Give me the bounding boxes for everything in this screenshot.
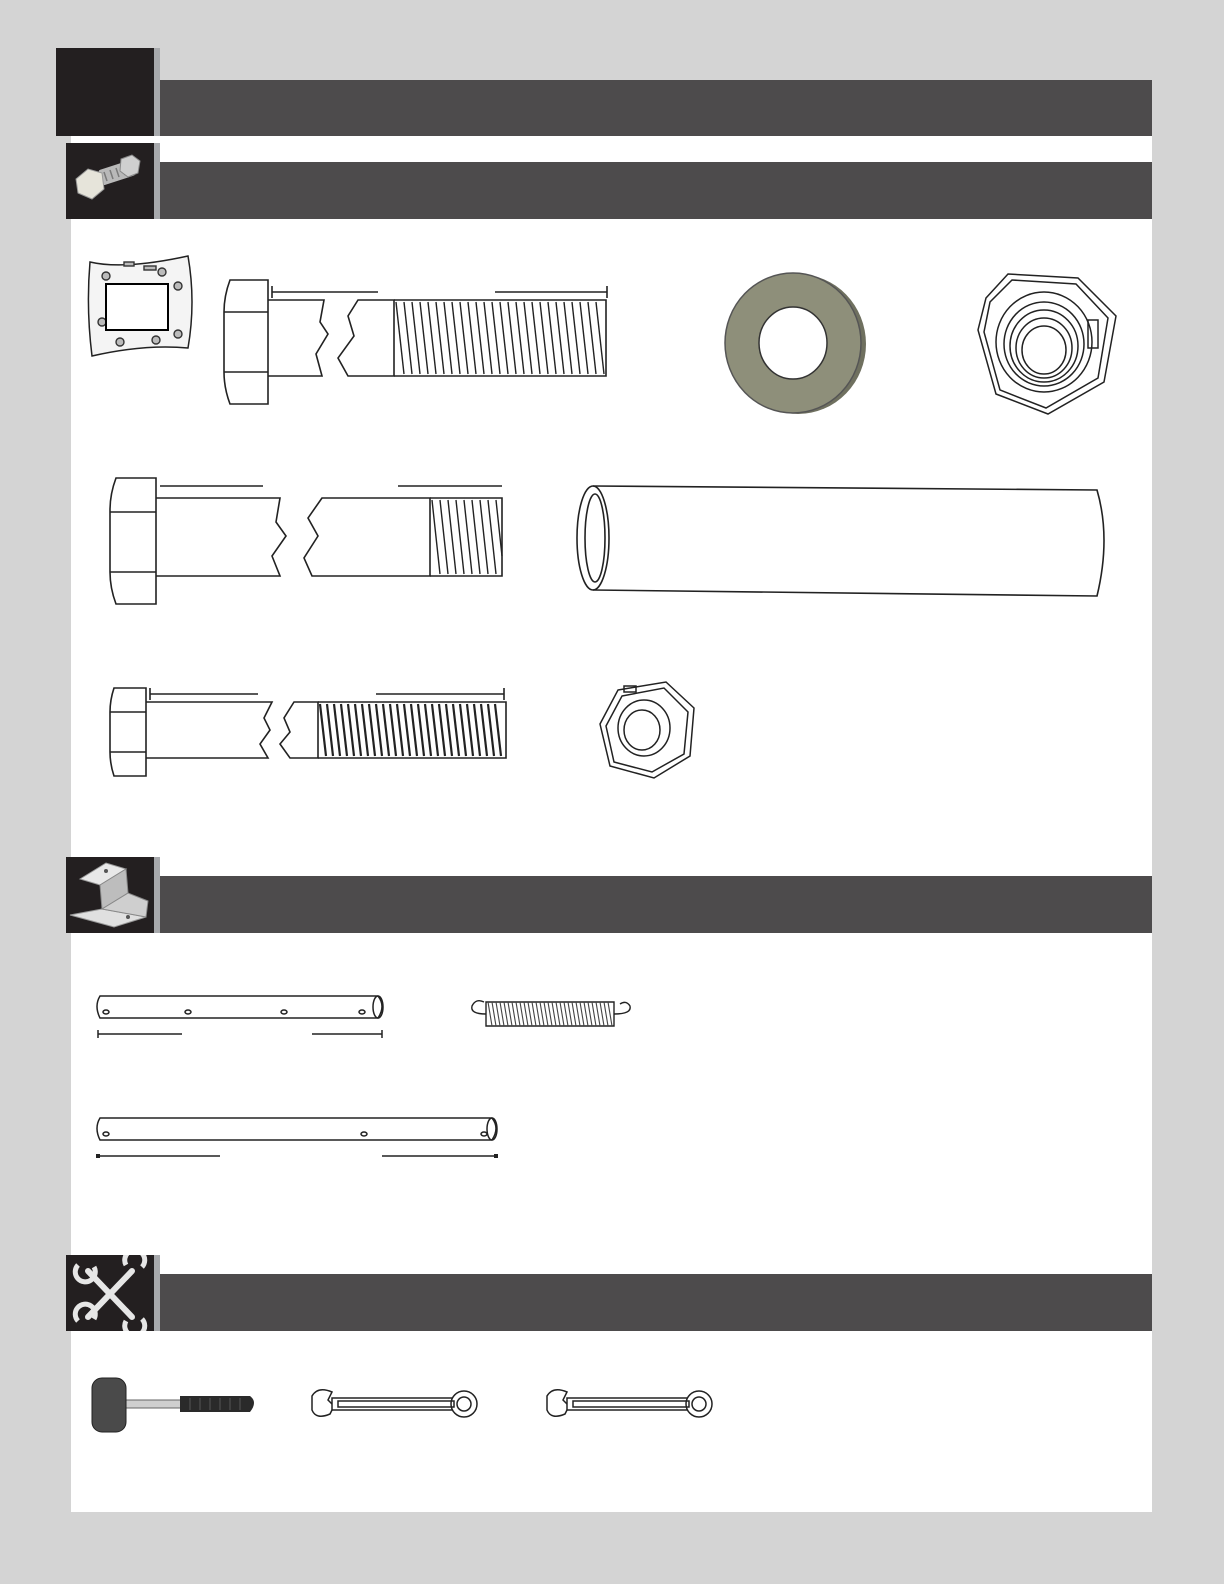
step-title-bar xyxy=(160,80,1152,136)
hardware-bag-icon xyxy=(84,252,198,360)
hex-bolt-1-icon xyxy=(220,278,612,406)
hex-bolt-2-icon xyxy=(108,476,506,606)
bolt-and-nut-icon xyxy=(66,143,160,219)
hex-bolt-3-icon xyxy=(108,686,510,778)
spacer-tube-icon xyxy=(575,484,1117,604)
parts-bar xyxy=(160,876,1152,933)
tube-1-icon xyxy=(92,994,390,1044)
crossed-wrenches-icon xyxy=(66,1255,160,1331)
bracket-icon xyxy=(66,857,160,933)
combination-wrench-2-icon xyxy=(543,1386,715,1424)
flat-washer-icon xyxy=(722,272,870,416)
step-number-box xyxy=(56,48,160,136)
combination-wrench-1-icon xyxy=(308,1386,480,1424)
tools-bar xyxy=(160,1274,1152,1331)
spring-icon xyxy=(468,996,634,1032)
lock-nut-small-icon xyxy=(598,680,700,782)
lock-nut-large-icon xyxy=(976,270,1120,418)
rubber-mallet-icon xyxy=(90,1376,260,1436)
tube-2-icon xyxy=(92,1116,504,1162)
hardware-bar xyxy=(160,162,1152,219)
